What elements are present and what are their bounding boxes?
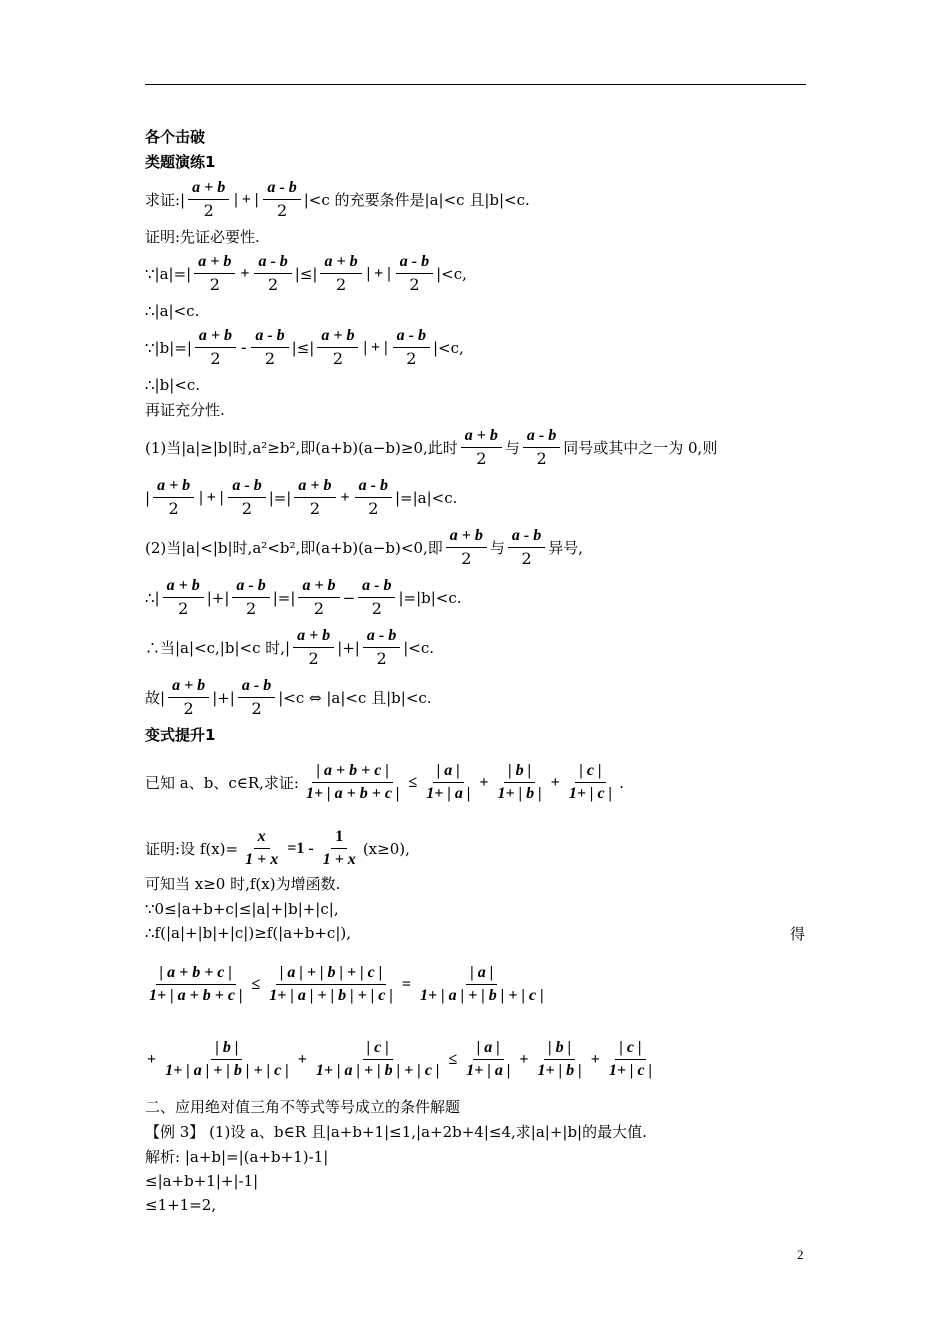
fraction: $\frac{a + b}{2}$ [461,425,502,470]
text: 与 [489,538,505,557]
text: 故| [145,688,166,707]
operator: ≤ [408,773,418,791]
proof-equation [145,962,551,1007]
fraction: $\frac{a + b}{2}$ [320,251,361,296]
section-title: 二、应用绝对值三角不等式等号成立的条件解题 [145,1098,461,1116]
text: |≤| [291,338,315,357]
fraction: $\frac{a + b}{2}$ [298,575,339,620]
text: |+| [337,638,360,657]
proof-equation [145,675,432,720]
operator: | + | [234,190,259,208]
fraction: $\frac{a - b}{2}$ [396,251,433,296]
operator: | + | [199,488,224,506]
operator: + [550,773,560,791]
heading-变式提升: 变式提升1 [145,726,216,744]
fraction: $\frac{a - b}{2}$ [358,575,395,620]
text: |=| [272,588,296,607]
proof-equation [145,251,467,296]
operator: + [240,264,250,282]
text: |+| [206,588,230,607]
proof-word-de: 得 [790,925,806,943]
fraction: $\frac{| a | + | b | + | c |}{1+ | a | + | b | + | c |}$ [269,964,393,1004]
fraction: $\frac{| a + b + c |}{1+ | a + b + c |}$ [149,964,243,1004]
fraction: $\frac{a + b}{2}$ [294,475,335,520]
text: 异号, [548,538,584,557]
operator: + [147,1050,157,1068]
fraction: $\frac{a - b}{2}$ [263,177,300,222]
fraction: $\frac{1}{1 + x}$ [322,828,356,868]
fraction: $\frac{a - b}{2}$ [355,475,392,520]
fraction: $\frac{a - b}{2}$ [228,475,265,520]
text: |<c, [432,338,464,357]
proof-line: ∴|a|<c. [145,302,200,320]
fraction: $\frac{| b |}{1+ | b |}$ [537,1039,582,1079]
fraction: $\frac{a + b}{2}$ [317,325,358,370]
header-rule [145,84,806,85]
text: ∵|a|=| [145,264,192,283]
proof-equation [145,625,434,670]
page-number: 2 [797,1247,804,1262]
proof-equation [145,425,717,470]
operator: + [340,488,350,506]
fraction: $\frac{a + b}{2}$ [194,251,235,296]
operator: + [519,1050,529,1068]
text: |<c. [403,638,434,657]
text: 证明:设 f(x)= [145,839,239,858]
problem-statement [145,760,624,805]
fraction: $\frac{| a |}{1+ | a |}$ [426,762,471,802]
operator: + [297,1050,307,1068]
text: |=|b|<c. [398,588,462,607]
fraction: $\frac{a - b}{2}$ [508,525,545,570]
fraction: $\frac{| c |}{1+ | c |}$ [568,762,613,802]
proof-equation [145,575,462,620]
solution-line: ≤1+1=2, [145,1196,217,1214]
fraction: $\frac{a - b}{2}$ [251,325,288,370]
text: |<c, [436,264,467,283]
fraction: $\frac{a - b}{2}$ [254,251,291,296]
heading-类题演练: 类题演练1 [145,153,216,171]
fraction: $\frac{| c |}{1+ | a | + | b | + | c |}$ [315,1039,440,1079]
fraction: $\frac{| a + b + c |}{1+ | a + b + c |}$ [305,762,400,802]
operator: | + | [366,264,391,282]
operator: | + | [363,338,388,356]
text: 与 [504,438,520,457]
fraction: $\frac{| a |}{1+ | a |}$ [466,1039,511,1079]
text: |=|a|<c. [394,488,458,507]
text: . [619,773,624,792]
heading-各个击破: 各个击破 [145,128,206,146]
operator: - [241,338,247,356]
text: ∴当|a|<c,|b|<c 时,| [145,638,291,657]
fraction: $\frac{a - b}{2}$ [363,625,400,670]
fraction: $\frac{a - b}{2}$ [523,425,560,470]
text: ∵|b|=| [145,338,192,357]
proof-line: 可知当 x≥0 时,f(x)为增函数. [145,875,341,893]
text: (2)当|a|<|b|时,a²<b²,即(a+b)(a−b)<0,即 [145,538,443,557]
operator: ≤ [251,975,261,993]
operator: = [401,975,411,993]
fraction: $\frac{| b |}{1+ | a | + | b | + | c |}$ [165,1039,289,1079]
fraction: $\frac{a - b}{2}$ [232,575,269,620]
operator: ≤ [448,1050,458,1068]
operator: =1 - [287,839,314,857]
fraction: $\frac{a + b}{2}$ [153,475,194,520]
fraction: $\frac{a + b}{2}$ [195,325,236,370]
text: |+| [212,688,235,707]
prove-statement [145,177,530,222]
fraction: $\frac{x}{1 + x}$ [245,828,279,868]
text: (x≥0), [362,839,410,858]
fraction: $\frac{a + b}{2}$ [446,525,487,570]
proof-line: ∵0≤|a+b+c|≤|a|+|b|+|c|, [145,900,339,918]
proof-line: ∴f(|a|+|b|+|c|)≥f(|a+b+c|), [145,924,351,942]
proof-line: ∴|b|<c. [145,376,200,394]
text: 已知 a、b、c∈R,求证: [145,773,299,792]
proof-equation [145,475,457,520]
fraction: $\frac{a + b}{2}$ [168,675,209,720]
text: | [145,488,151,507]
proof-equation [145,325,464,370]
solution-line: 解析: |a+b|=|(a+b+1)-1| [145,1148,329,1166]
text: 求证:| [145,190,186,209]
text: − [342,588,356,607]
solution-line: ≤|a+b+1|+|-1| [145,1172,259,1190]
proof-equation [145,826,410,871]
proof-equation [145,525,583,570]
text: |<c 的充要条件是|a|<c 且|b|<c. [303,190,530,209]
operator: + [590,1050,600,1068]
fraction: $\frac{| a |}{1+ | a | + | b | + | c |}$ [420,964,544,1004]
text: |=| [268,488,292,507]
proof-equation [145,1037,659,1082]
fraction: $\frac{a - b}{2}$ [393,325,430,370]
fraction: $\frac{| b |}{1+ | b |}$ [497,762,542,802]
fraction: $\frac{a + b}{2}$ [293,625,334,670]
text: ∴| [145,588,160,607]
proof-line: 证明:先证必要性. [145,228,260,246]
text: 同号或其中之一为 0,则 [563,438,718,457]
text: |≤| [294,264,318,283]
fraction: $\frac{a + b}{2}$ [188,177,229,222]
fraction: $\frac{| c |}{1+ | c |}$ [608,1039,653,1079]
example-statement: 【例 3】 (1)设 a、b∈R 且|a+b+1|≤1,|a+2b+4|≤4,求|a|+|b|的最大值. [145,1123,647,1141]
fraction: $\frac{a - b}{2}$ [238,675,275,720]
fraction: $\frac{a + b}{2}$ [163,575,204,620]
text: (1)当|a|≥|b|时,a²≥b²,即(a+b)(a−b)≥0,此时 [145,438,458,457]
text: |<c ⇔ |a|<c 且|b|<c. [278,688,432,707]
proof-line: 再证充分性. [145,401,225,419]
operator: + [479,773,489,791]
